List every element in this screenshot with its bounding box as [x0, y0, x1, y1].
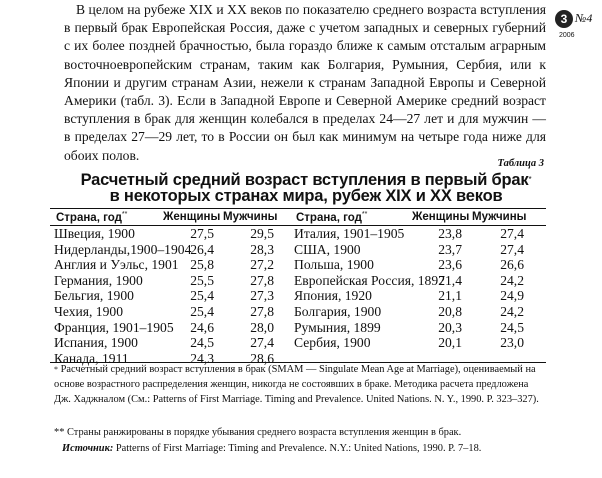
source-note: Источник: Patterns of First Marriage: Timing and Prevalence. N.Y.: United Nations, 1990. P. 7–18. — [62, 443, 482, 454]
men-value: 27,2 — [250, 257, 274, 273]
women-value: 25,4 — [190, 304, 214, 319]
men-value: 27,8 — [250, 272, 274, 288]
country-cell: Япония, 1920 — [294, 288, 372, 304]
country-cell: Италия, 1901–1905 — [294, 226, 405, 241]
women-value: 23,8 — [438, 226, 462, 241]
country-cell: Канада, 1911 — [54, 350, 129, 366]
women-value: 27,5 — [190, 226, 214, 241]
country-cell: Румыния, 1899 — [294, 319, 381, 335]
women-value: 20,3 — [438, 319, 462, 335]
issue-badge — [555, 6, 601, 46]
women-value: 20,1 — [438, 335, 462, 351]
header-women-left: Женщины — [163, 211, 221, 223]
country-cell: Чехия, 1900 — [54, 304, 123, 319]
women-value: 21,4 — [438, 272, 462, 288]
men-value: 27,4 — [500, 226, 524, 241]
men-value: 28,3 — [250, 241, 274, 257]
women-value: 25,4 — [190, 288, 214, 304]
header-women-right: Женщины — [412, 211, 470, 223]
country-cell: Англия и Уэльс, 1901 — [54, 257, 179, 273]
header-men-right: Мужчины — [472, 211, 527, 223]
title-footnote-mark: * — [528, 175, 532, 184]
footnote-2: ** Страны ранжированы в порядке убывания среднего возраста вступления женщин в брак. — [54, 427, 462, 438]
country-cell: Сербия, 1900 — [294, 335, 371, 351]
issue-number: №4 — [575, 11, 593, 25]
table-title-line1: Расчетный средний возраст вступления в первый брак — [80, 171, 529, 189]
issue-year: 2006 — [559, 32, 575, 39]
country-cell: Польша, 1900 — [294, 257, 374, 273]
header-country-right: Страна, год** — [296, 211, 368, 224]
country-cell: Швеция, 1900 — [54, 226, 135, 241]
men-value: 24,9 — [500, 288, 524, 304]
men-value: 28,6 — [250, 350, 274, 366]
women-value: 23,7 — [438, 241, 462, 257]
women-value: 21,1 — [438, 288, 462, 304]
men-value: 24,2 — [500, 304, 524, 319]
women-value: 24,6 — [190, 319, 214, 335]
women-value: 23,6 — [438, 257, 462, 273]
table-top-rule — [50, 208, 546, 209]
men-value: 24,2 — [500, 272, 524, 288]
women-value: 24,5 — [190, 335, 214, 351]
women-value: 26,4 — [190, 241, 214, 257]
header-men-left: Мужчины — [223, 211, 278, 223]
men-value: 27,4 — [500, 241, 524, 257]
table-title — [66, 172, 546, 204]
table-label: Таблица 3 — [497, 158, 544, 169]
women-value: 25,5 — [190, 272, 214, 288]
body-paragraph: В целом на рубеже XIX и XX веков по показателю среднего возраста вступления в первый брак Европейская Россия, даже с учетом западных и северных губерний с их более поздней брачностью, была гораздо ближе к самым отсталым аграрным восточноевропейским странам, таким как Болгария, Румыния, Сербия, или к Японии и другим странам Азии, нежели к странам Западной Европы и Северной Америки (табл. 3). Если в Западной Европе и Северной Америке средний возраст вступления в брак для женщин колебался в пределах 24—27 лет и для мужчин — в пределах 27—29 лет, то в России он был как минимум на четыре года ниже для обоих полов. — [64, 2, 546, 163]
men-value: 28,0 — [250, 319, 274, 335]
country-cell: Европейская Россия, 1897 — [294, 272, 445, 288]
country-cell: Бельгия, 1900 — [54, 288, 134, 304]
men-value: 23,0 — [500, 335, 524, 351]
women-value: 20,8 — [438, 304, 462, 319]
men-value: 27,4 — [250, 335, 274, 351]
men-value: 24,5 — [500, 319, 524, 335]
country-cell: Франция, 1901–1905 — [54, 319, 174, 335]
country-cell: Болгария, 1900 — [294, 304, 382, 319]
issue-circle-icon: 3 — [555, 10, 573, 28]
men-value: 27,3 — [250, 288, 274, 304]
country-cell: Германия, 1900 — [54, 272, 143, 288]
footnote-1: * Расчетный средний возраст вступления в брак (SMAM — Singulate Mean Age at Marriage), оцениваемый на основе возрастного распределения женщин, никогда не состоявших в браке. Методика расчета предложена Дж. Хаджналом (См.: Patterns of First Marriage. Timing and Prevalence. United Nations. N. Y., 1990. P. 323–327). — [54, 364, 539, 406]
women-value: 24,3 — [190, 350, 214, 366]
country-cell: Испания, 1900 — [54, 335, 138, 351]
men-value: 27,8 — [250, 304, 274, 319]
table-title-line2: в некоторых странах мира, рубеж XIX и XX веков — [109, 187, 503, 205]
women-value: 25,8 — [190, 257, 214, 273]
men-value: 29,5 — [250, 226, 274, 241]
country-cell: США, 1900 — [294, 241, 361, 257]
country-cell: Нидерланды,1900–1904 — [54, 241, 192, 257]
men-value: 26,6 — [500, 257, 524, 273]
header-country-left: Страна, год** — [56, 211, 128, 224]
